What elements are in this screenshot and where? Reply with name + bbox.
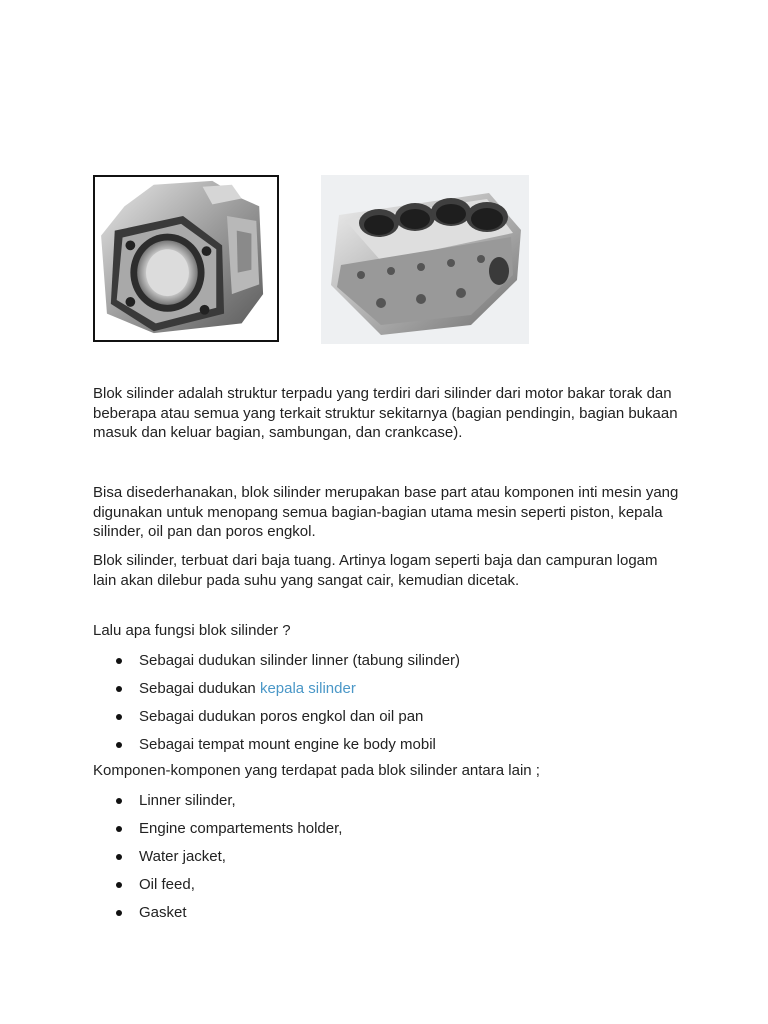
list-item xyxy=(93,651,683,679)
list-item xyxy=(93,847,683,875)
bullet-icon xyxy=(116,798,122,804)
intro-paragraph: Blok silinder adalah struktur terpadu yang terdiri dari silinder dari motor bakar torak dan beberapa atau semua yang terkait struktur sekitarnya (bagian pendingin, bagian bukaan masuk dan keluar bagian, sambungan, dan crankcase). xyxy=(93,385,678,442)
list-item xyxy=(93,819,683,847)
bullet-icon xyxy=(116,826,122,832)
list-item-text: Sebagai dudukan xyxy=(139,680,260,697)
simplified-definition-paragraph: Bisa disederhanakan, blok silinder merupakan base part atau komponen inti mesin yang digunakan untuk menopang semua bagian-bagian utama mesin seperti piston, kepala silinder, oil pan dan poros engkol. xyxy=(93,484,679,541)
list-item xyxy=(93,707,683,735)
list-item-text: Sebagai dudukan poros engkol dan oil pan xyxy=(139,708,424,725)
material-paragraph: Blok silinder, terbuat dari baja tuang. Artinya logam seperti baja dan campuran logam lain akan dilebur pada suhu yang sangat cair, kemudian dicetak. xyxy=(93,552,658,589)
function-question: Lalu apa fungsi blok silinder ? xyxy=(93,622,291,639)
components-intro: Komponen-komponen yang terdapat pada blok silinder antara lain ; xyxy=(93,762,540,779)
bullet-icon xyxy=(116,854,122,860)
single-cylinder-block-image xyxy=(93,175,279,342)
bullet-icon xyxy=(116,686,122,692)
components-list xyxy=(93,791,683,931)
list-item xyxy=(93,679,683,707)
list-item-text: Sebagai tempat mount engine ke body mobil xyxy=(139,736,436,753)
function-list xyxy=(93,651,683,763)
list-item-text: Sebagai dudukan silinder linner (tabung silinder) xyxy=(139,652,461,669)
list-item-text: Oil feed, xyxy=(139,876,195,893)
list-item-text: Water jacket, xyxy=(139,848,226,865)
kepala-silinder-link[interactable]: kepala silinder xyxy=(259,680,356,697)
list-item-text: Engine compartements holder, xyxy=(139,820,343,837)
list-item-text: Gasket xyxy=(139,904,187,921)
bullet-icon xyxy=(116,742,122,748)
bullet-icon xyxy=(116,714,122,720)
list-item-text: Linner silinder, xyxy=(139,792,236,809)
bullet-icon xyxy=(116,658,122,664)
four-cylinder-engine-block-image xyxy=(321,175,529,344)
list-item xyxy=(93,791,683,819)
bullet-icon xyxy=(116,910,122,916)
list-item xyxy=(93,735,683,763)
bullet-icon xyxy=(116,882,122,888)
single-cylinder-block-illustration xyxy=(95,177,277,340)
engine-block-illustration xyxy=(321,175,529,344)
list-item xyxy=(93,875,683,903)
list-item xyxy=(93,903,683,931)
